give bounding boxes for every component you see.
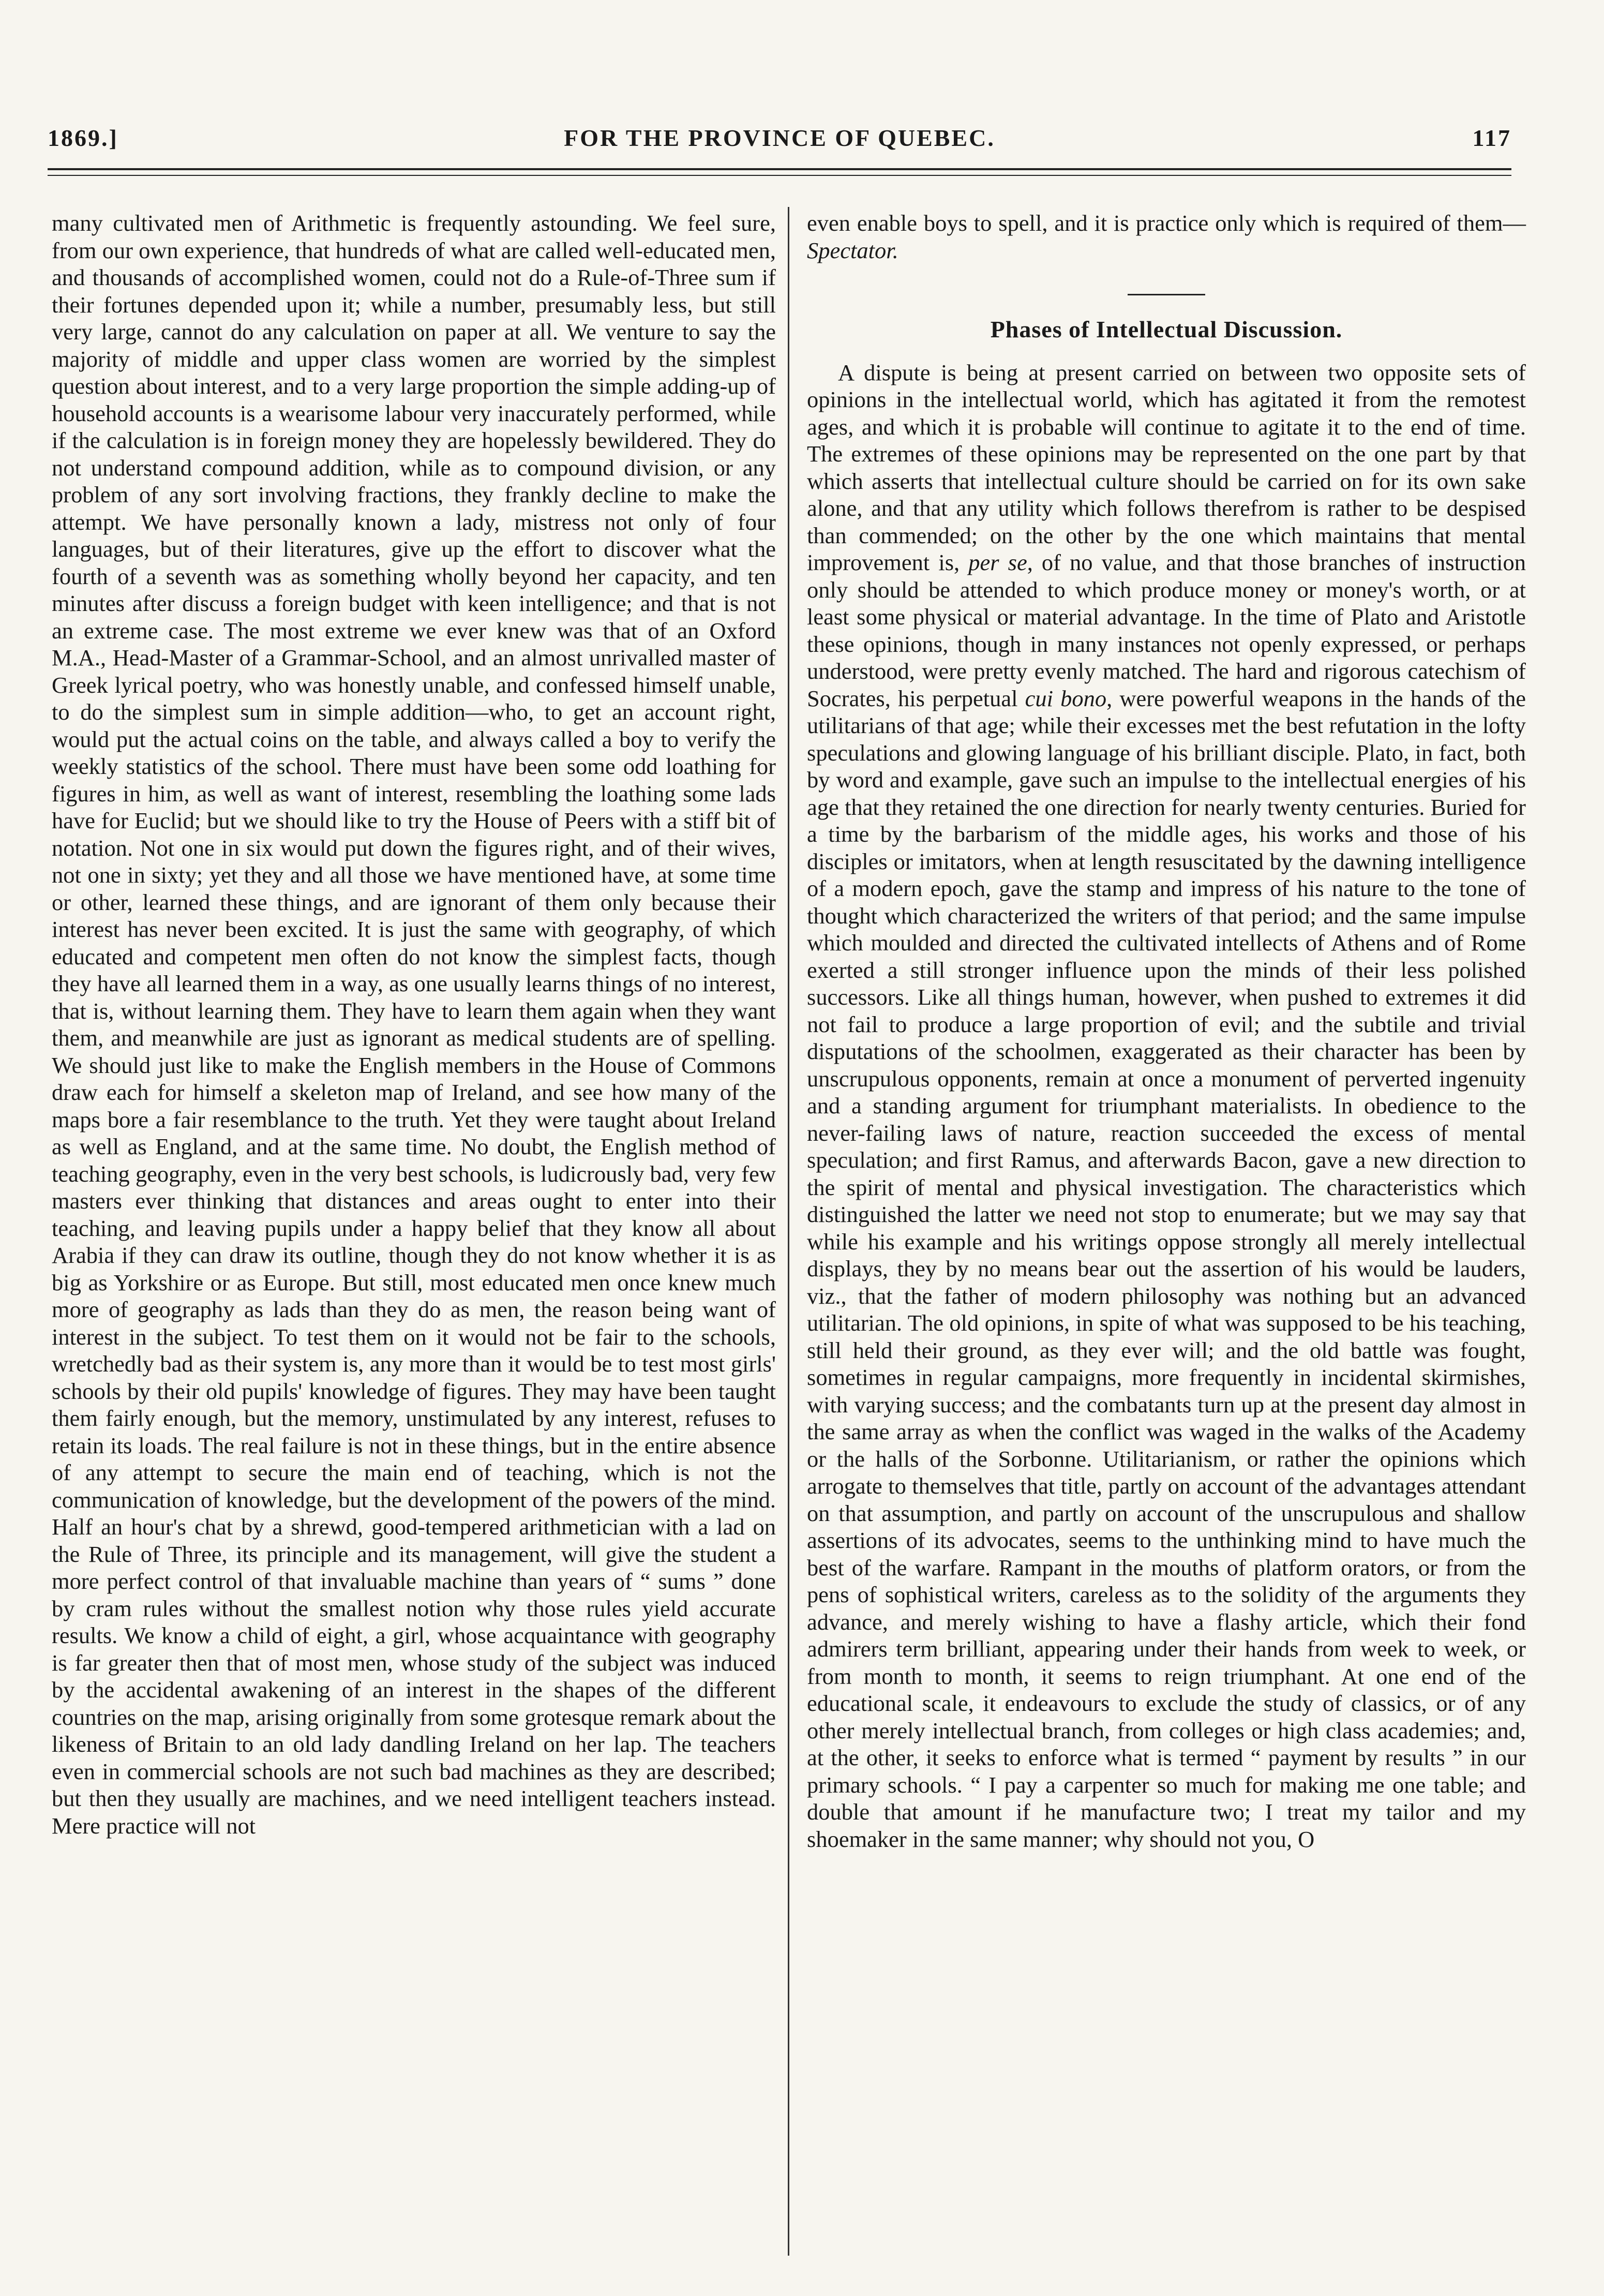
continuation-text: even enable boys to spell, and it is practice only which is required of them— xyxy=(807,210,1526,236)
source-attribution: Spectator. xyxy=(807,237,898,263)
article-text-part1: A dispute is being at present carried on between two opposite sets of opinions in the intellectual world, which has agitated it from the remotest ages, and which it is probable will continue to agitate it to the end of time. The extremes of these opinions may be represented on the one part by that which asserts that intellectual culture should be carried on for its own sake alone, and that any utility which follows therefrom is rather to be despised than commended; on the other by the one which maintains that mental improvement is, xyxy=(807,359,1526,575)
running-header xyxy=(48,124,1511,166)
header-rule-thick xyxy=(48,168,1511,170)
latin-per-se: per se xyxy=(968,549,1027,575)
section-title: Phases of Intellectual Discussion. xyxy=(990,316,1343,342)
latin-cui-bono: cui bono xyxy=(1025,685,1107,711)
page-number: 117 xyxy=(1472,125,1511,151)
continuation-paragraph xyxy=(807,210,1526,264)
left-column xyxy=(52,210,776,1839)
left-column-paragraph: many cultivated men of Arithmetic is frequently astounding. We feel sure, from our own experience, that hundreds of what are called well-educated men, and thousands of accomplished women, could not do a Rule-of-Three sum if their fortunes depended upon it; while a number, presumably less, but still very large, cannot do any calculation on paper at all. We venture to say the majority of middle and upper class women are worried by the simplest question about interest, and to a very large proportion the simple adding-up of household accounts is a wearisome labour very inaccurately performed, while if the calculation is in foreign money they are hopelessly bewildered. They do not understand compound addition, while as to compound division, or any problem of any sort involving fractions, they frankly decline to make the attempt. We have personally known a lady, mistress not only of four languages, but of their literatures, give up the effort to discover what the fourth of a seventh was as something wholly beyond her capacity, and ten minutes after discuss a foreign budget with keen intelligence; and that is not an extreme case. The most extreme we ever knew was that of an Oxford M.A., Head-Master of a Grammar-School, and an almost unrivalled master of Greek lyrical poetry, who was honestly unable, and confessed himself unable, to do the simplest sum in simple addition—who, to get an account right, would put the actual coins on the table, and always called a boy to verify the weekly statistics of the school. There must have been some odd loathing for figures in him, as well as want of interest, resembling the loathing some lads have for Euclid; but we should like to try the House of Peers with a stiff bit of notation. Not one in six would put down the figures right, and of their wives, not one in sixty; yet they and all those we have mentioned have, at some time or other, learned these things, and are ignorant of them only because their interest has never been excited. It is just the same with geography, of which educated and competent men often do not know the simplest facts, though they have all learned them in a way, as one usually learns things of no interest, that is, without learning them. They have to learn them again when they want them, and meanwhile are just as ignorant as medical students are of spelling. We should just like to make the English members in the House of Commons draw each for himself a skeleton map of Ireland, and see how many of the maps bore a fair resemblance to the truth. Yet they were taught about Ireland as well as England, and at the same time. No doubt, the English method of teaching geography, even in the very best schools, is ludicrously bad, very few masters ever thinking that distances and areas ought to enter into their teaching, and leaving pupils under a happy belief that they know all about Arabia if they can draw its outline, though they do not know whether it is as big as Yorkshire or as Europe. But still, most educated men once knew much more of geography as lads than they do as men, the reason being want of interest in the subject. To test them on it would not be fair to the schools, wretchedly bad as their system is, any more than it would be to test most girls' schools by their old pupils' knowledge of figures. They may have been taught them fairly enough, but the memory, unstimulated by any interest, refuses to retain its loads. The real failure is not in these things, but in the entire absence of any attempt to secure the main end of teaching, which is not the communication of knowledge, but the development of the powers of the mind. Half an hour's chat by a shrewd, good-tempered arithmetician with a lad on the Rule of Three, its principle and its management, will give the student a more perfect control of that invaluable machine than years of “ sums ” done by cram rules without the smallest notion why those rules yield accurate results. We know a child of eight, a girl, whose acquaintance with geography is far greater then that of most men, whose study of the subject was induced by the accidental awakening of an interest in the shapes of the different countries on the map, arising originally from some grotesque remark about the likeness of Britain to an old lady dandling Ireland on her lap. The teachers even in commercial schools are not such bad machines as they are described; but then they usually are machines, and we need intelligent teachers instead. Mere practice will not xyxy=(52,210,776,1839)
running-title: FOR THE PROVINCE OF QUEBEC. xyxy=(564,125,995,151)
column-divider xyxy=(788,207,789,2256)
header-rule-thin xyxy=(48,175,1511,176)
article-text-part3: , were powerful weapons in the hands of the utilitarians of that age; while their excesses met the best refutation in the lofty speculations and glowing language of his brilliant disciple. Plato, in fact, both by word and example, gave such an impulse to the intellectual energies of his age that they retained the one direction for nearly twenty centuries. Buried for a time by the barbarism of the middle ages, his works and those of his disciples or imitators, when at length resuscitated by the dawning intelligence of a modern epoch, gave the stamp and impress of his nature to the tone of thought which characterized the writers of that period; and the same impulse which moulded and directed the cultivated intellects of Athens and of Rome exerted a still stronger influence upon the minds of their less polished successors. Like all things human, however, when pushed to extremes it did not fail to produce a large proportion of evil; and the subtile and trivial disputations of the schoolmen, exaggerated as their character has been by unscrupulous opponents, remain at once a monument of perverted ingenuity and a standing argument for triumphant materialists. In obedience to the never-failing laws of nature, reaction succeeded the excess of mental speculation; and first Ramus, and afterwards Bacon, gave a new direction to the spirit of mental and physical investigation. The characteristics which distinguished the latter we need not stop to enumerate; but we may say that while his example and his writings oppose strongly all merely intellectual displays, they by no means bear out the assertion of his would be lauders, viz., that the father of modern philosophy was nothing but an advanced utilitarian. The old opinions, in spite of what was supposed to be his teaching, still held their ground, as they ever will; and the old battle was fought, sometimes in regular campaigns, more frequently in incidental skirmishes, with varying success; and the combatants turn up at the present day almost in the same array as when the conflict was waged in the walks of the Academy or the halls of the Sorbonne. Utilitarianism, or rather the opinions which arrogate to themselves that title, partly on account of the advantages attendant on that assumption, and partly on account of the unscrupulous and shallow assertions of its advocates, seems to the unthinking mind to have much the best of the warfare. Rampant in the mouths of platform orators, or from the pens of sophistical writers, careless as to the solidity of the arguments they advance, and merely wishing to have a flashy article, which their fond admirers term brilliant, appearing under their hands from week to week, or from month to month, it seems to reign triumphant. At one end of the educational scale, it endeavours to exclude the study of classics, or of any other merely intellectual branch, from colleges or high class academies; and, at the other, it seeks to enforce what is termed “ payment by results ” in our primary schools. “ I pay a carpenter so much for making me one table; and double that amount if he manufacture two; I treat my tailor and my shoemaker in the same manner; why should not you, O xyxy=(807,685,1526,1852)
article-text-part2: , of no value, and that those branches of instruction only should be attended to which produce money or money's worth, or at least some physical or material advantage. In the time of Plato and Aristotle these opinions, though in many instances not openly expressed, or perhaps understood, were pretty evenly matched. The hard and rigorous catechism of Socrates, his perpetual xyxy=(807,549,1526,711)
section-divider xyxy=(1128,294,1205,295)
header-year: 1869.] xyxy=(48,125,118,151)
right-column xyxy=(807,210,1526,1853)
article-paragraph xyxy=(807,359,1526,1853)
